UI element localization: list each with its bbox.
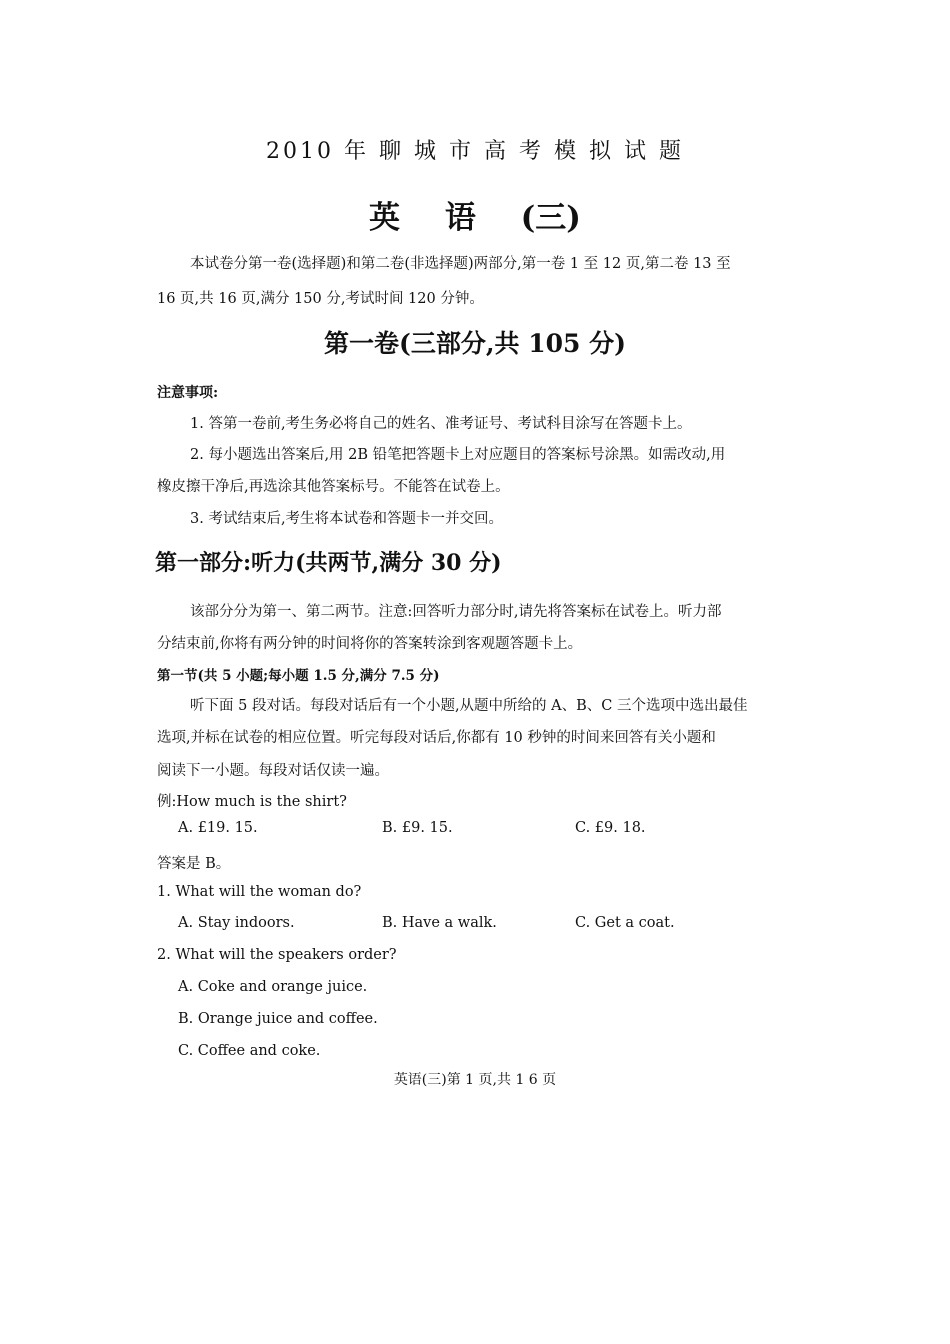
section-instructions: 选项,并标在试卷的相应位置。听完每段对话后,你都有 10 秒钟的时间来回答有关小题和 xyxy=(157,730,716,746)
example-option: B. £9. 15. xyxy=(382,820,453,836)
question-option: B. Orange juice and coffee. xyxy=(178,1011,378,1027)
page-footer: 英语(三)第 1 页,共 1 6 页 xyxy=(393,1072,557,1088)
example-question: 例:How much is the shirt? xyxy=(157,794,347,810)
intro-line-1: 本试卷分第一卷(选择题)和第二卷(非选择题)两部分,第一卷 1 至 12 页,第二卷 13 至 xyxy=(190,256,731,272)
question-text: 2. What will the speakers order? xyxy=(157,947,397,963)
notice-heading: 注意事项: xyxy=(157,385,219,401)
part-description: 分结束前,你将有两分钟的时间将你的答案转涂到客观题答题卡上。 xyxy=(157,636,583,652)
part-title: 第一部分:听力(共两节,满分 30 分) xyxy=(155,550,502,576)
intro-line-2: 16 页,共 16 页,满分 150 分,考试时间 120 分钟。 xyxy=(157,291,484,307)
section-instructions: 阅读下一小题。每段对话仅读一遍。 xyxy=(157,763,389,779)
question-option: C. Get a coat. xyxy=(575,915,675,931)
notice-item: 2. 每小题选出答案后,用 2B 铅笔把答题卡上对应题目的答案标号涂黑。如需改动,用 xyxy=(190,447,726,463)
example-answer: 答案是 B。 xyxy=(157,856,231,872)
notice-item: 3. 考试结束后,考生将本试卷和答题卡一并交回。 xyxy=(190,511,504,527)
section-instructions: 听下面 5 段对话。每段对话后有一个小题,从题中所给的 A、B、C 三个选项中选出最佳 xyxy=(190,698,748,714)
example-option: A. £19. 15. xyxy=(178,820,258,836)
notice-item: 1. 答第一卷前,考生务必将自己的姓名、准考证号、考试科目涂写在答题卡上。 xyxy=(190,416,692,432)
exam-title: 2010 年 聊 城 市 高 考 模 拟 试 题 xyxy=(266,139,684,164)
question-option: A. Coke and orange juice. xyxy=(178,979,368,995)
example-option: C. £9. 18. xyxy=(575,820,646,836)
notice-item-continued: 橡皮擦干净后,再选涂其他答案标号。不能答在试卷上。 xyxy=(157,479,510,495)
volume-title: 第一卷(三部分,共 105 分) xyxy=(324,329,626,358)
part-description: 该部分分为第一、第二两节。注意:回答听力部分时,请先将答案标在试卷上。听力部 xyxy=(190,604,722,620)
question-option: A. Stay indoors. xyxy=(178,915,295,931)
section-heading: 第一节(共 5 小题;每小题 1.5 分,满分 7.5 分) xyxy=(157,668,440,684)
question-option: B. Have a walk. xyxy=(382,915,497,931)
question-option: C. Coffee and coke. xyxy=(178,1043,321,1059)
question-text: 1. What will the woman do? xyxy=(157,884,362,900)
subject-title: 英 语 (三) xyxy=(369,200,581,236)
